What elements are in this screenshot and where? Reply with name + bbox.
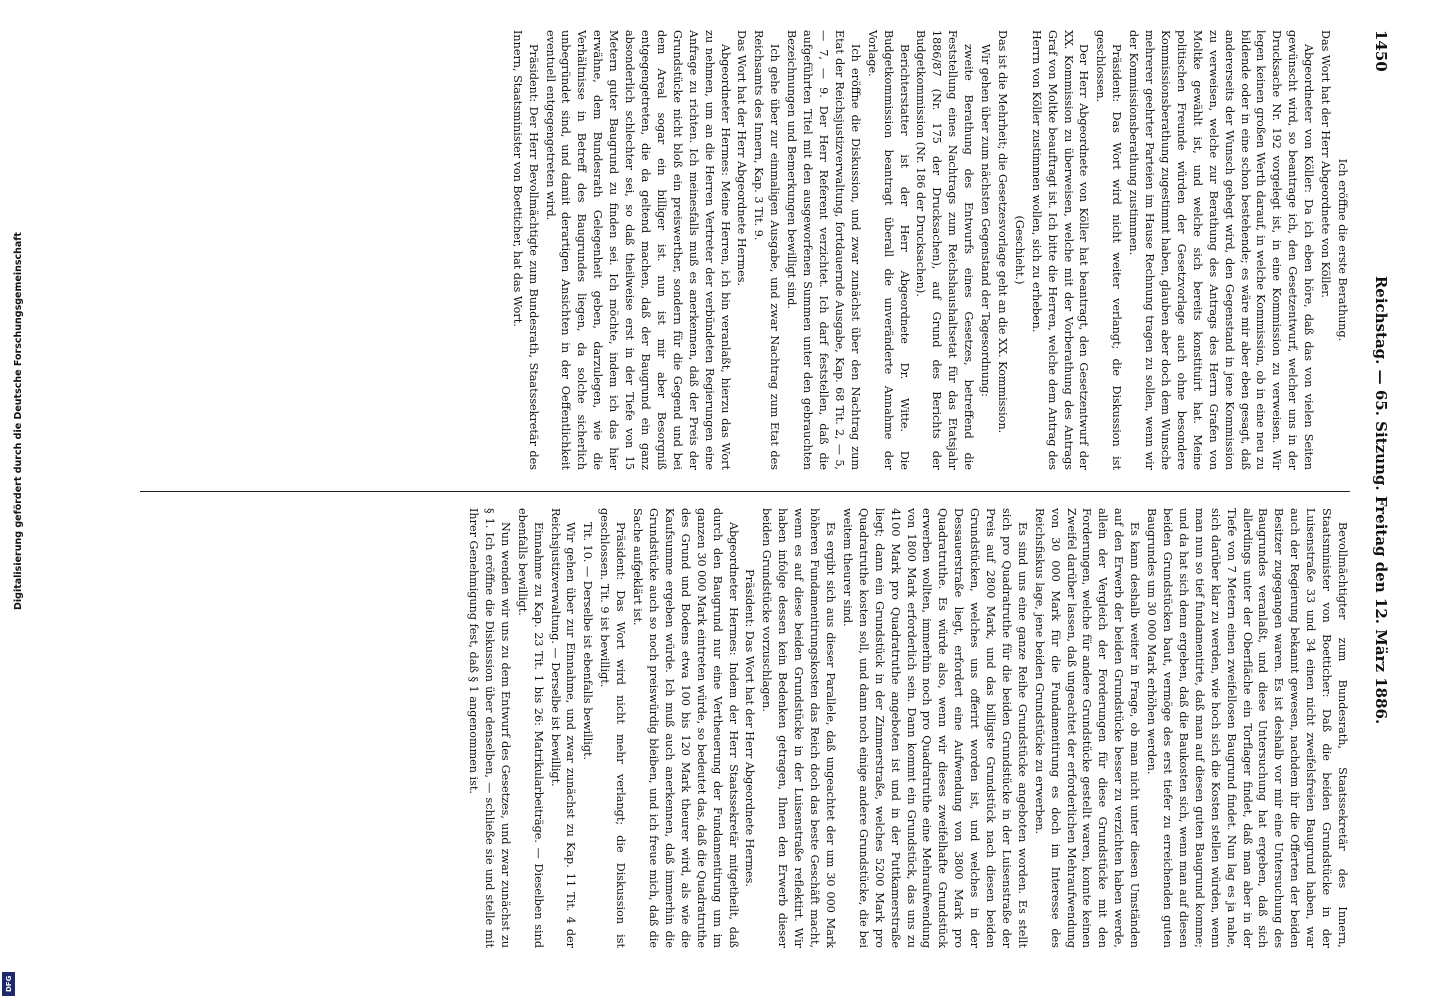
- page-header: [1366, 30, 1390, 970]
- column-divider: [140, 491, 1350, 492]
- left-column-paragraph: Präsident: Der Herr Bevollmächtigte zum Bundesrath, Staatssekretär des Innern, Staatsminister von Boetticher, hat das Wort.: [510, 30, 540, 470]
- right-column-paragraph: Es ergibt sich aus dieser Parallele, daß ungeachtet der um 30 000 Mark höheren Fundamentirungskosten das Reich doch das beste Geschäft macht, wenn es auf diese beiden Grundstücke in der Luisenstraße reflektirt. Wir haben infolge dessen kein Bedenken getragen, Ihnen den Erwerb dieser beiden Grundstücke vorzuschlagen.: [760, 508, 837, 948]
- left-column-paragraph: Der Herr Abgeordnete von Köller hat beantragt, den Gesetzentwurf der XX. Kommission zu überweisen, welche mit der Vorberathung des Antrags Graf von Moltke beauftragt ist. Ich bitte die Herren, welche dem Antrag des Herrn von Köller zustimmen wollen, sich zu erheben.: [1029, 30, 1091, 470]
- left-column-paragraph: zweite Berathung des Entwurfs eines Gesetzes, betreffend die Feststellung eines Nachtrags zum Reichshaushaltsetat für das Etatsjahr 1886/87 (Nr. 175 der Drucksachen), auf Grund des Berichts der Budgetkommission (Nr. 186 der Drucksachen).: [914, 30, 976, 470]
- right-column-paragraph: Präsident: Das Wort wird nicht mehr verlangt; die Diskussion ist geschlossen. Tit. 9 ist bewilligt.: [598, 508, 628, 948]
- left-column-paragraph: (Geschieht.): [1012, 215, 1026, 285]
- left-column: [150, 30, 1350, 470]
- left-column-paragraph: Ich eröffne die Diskussion, und zwar zunächst über den Nachtrag zum Etat der Reichsjustizverwaltung, fortdauernde Ausgabe, Kap. 68 Tit. 2, — 5, — 7, — 9. Der Herr Referent verzichtet. Ich darf feststellen, daß die aufgeführten Titel mit den ausgeworfenen Summen unter den gebrauchten Bezeichnungen und Bemerkungen bewilligt sind.: [785, 30, 862, 470]
- right-column-paragraph: Nun wenden wir uns zu dem Entwurf des Gesetzes, und zwar zunächst zu § 1. Ich eröffne die Diskussion über denselben, — schließe sie und stelle mit Ihrer Genehmigung fest, daß § 1 angenommen ist.: [467, 508, 512, 948]
- right-column-paragraph: Abgeordneter Hermes: Indem der Herr Staatssekretär mitgetheilt, daß durch den Baugrund nur eine Vertheuerung der Fundamentirung um im ganzen 30 000 Mark eintreten würde, so bedeutet das, daß die Quadratruthe des Grund und Bodens etwa 100 bis 120 Mark theurer wird, als wie die Kaufsumme ergeben würde. Ich muß auch anerkennen, daß immerhin die Grundstücke auch so noch preiswürdig bleiben, und ich freue mich, daß die Sache aufgeklärt ist.: [631, 508, 740, 948]
- left-column-paragraph: Abgeordneter von Köller: Da ich eben höre, daß das von vielen Seiten gewünscht wird, so beantrage ich, den Gesetzentwurf, welcher uns in der Drucksache Nr. 192 vorgelegt ist, in eine Kommission zu verweisen. Wir legen keinen großen Werth darauf, in welche Kommission, ob in eine neu zu bildende oder in eine schon bestehende; es wäre mir aber eben gesagt, daß andererseits der Wunsch gehegt wird, den Gegenstand in jene Kommission zu verweisen, welche zur Berathung des Antrags des Herrn Grafen von Moltke gewählt ist, und welche sich bereits konstituirt hat. Meine politischen Freunde würden der Gesetzvorlage auch ohne besondere Kommissionsberathung zugestimmt haben, glauben aber doch dem Wunsche mehrerer geehrter Parteien im Hause Rechnung tragen zu sollen, wenn wir der Kommissionsberathung zustimmen.: [1127, 30, 1316, 470]
- rotated-text-block: [120, 30, 1390, 970]
- right-column-paragraph: Einnahme zu Kap. 23 Tit. 1 bis 26: Matrikularbeiträge. — Dieselben sind ebenfalls bewilligt.: [515, 508, 545, 948]
- page-number: 1450: [1372, 30, 1390, 72]
- right-column-paragraph: Tit. 10. — Derselbe ist ebenfalls bewilligt.: [581, 522, 595, 761]
- digitization-strip: [0, 0, 24, 1000]
- left-column-paragraph: Präsident: Das Wort wird nicht weiter verlangt; die Diskussion ist geschlossen.: [1094, 30, 1124, 470]
- left-column-paragraph: Das Wort hat der Herr Abgeordnete von Köller.: [1319, 30, 1333, 298]
- left-column-paragraph: Abgeordneter Hermes: Meine Herren, ich bin veranlaßt, hierzu das Wort zu nehmen, um an die Herren Vertreter der verbündeten Regierungen eine Anfrage zu richten. Ich meinesfalls muß es anerkennen, daß der Preis der Grundstücke nicht bloß ein preiswerther, sondern für die Gegend und bei dem Areal sogar ein billiger ist. nun ist mir aber Besorgniß entgegengetreten, die da geltend machen, daß der Baugrund ein ganz absonderlich schlechter sei, so daß theilweise erst in der Tiefe von 15 Metern guter Baugrund zu finden sei. Ich möchte, indem ich das hier erwähne, dem Bundesrath Gelegenheit geben, darzulegen, wie die Verhältnisse in Betreff des Baugrundes liegen, da solche sicherlich unbegründet sind, und damit derartigen Ansichten in der Oeffentlichkeit eventuell entgegengetreten wird.: [543, 30, 732, 470]
- left-column-paragraph: Berichterstatter ist der Herr Abgeordnete Dr. Witte. Die Budgetkommission beantragt überall die unveränderte Annahme der Vorlage.: [865, 30, 911, 470]
- page-title: Reichstag. — 65. Sitzung. Freitag den 12. März 1886.: [1372, 275, 1390, 725]
- dfg-logo-text: DFG: [5, 975, 13, 992]
- dfg-logo: [2, 972, 15, 996]
- left-column-paragraph: Das Wort hat der Herr Abgeordnete Hermes.: [735, 30, 749, 287]
- right-column-paragraph: Wir gehen über zur Einnahme, und zwar zunächst zu Kap. 11 Tit. 4 der Reichsjustizverwaltung. — Derselbe ist bewilligt.: [548, 508, 578, 948]
- right-column-paragraph: Bevollmächtigter zum Bundesrath, Staatssekretär des Innern, Staatsminister von Boetticher: Daß die beiden Grundstücke in der Luisenstraße 33 und 34 einen nicht zweifelsfreien Baugrund haben, war auch der Regierung bekannt gewesen, nachdem ihr die Offerten der beiden Besitzer zugegangen waren. Es ist deshalb vor mir eine Untersuchung des Baugrundes veranlaßt, und diese Untersuchung hat ergeben, daß sich allerdings unter der Oberfläche ein Torflager findet, daß man aber in der Tiefe von 7 Metern einen zweifellosen Baugrund findet. Nun lag es ja nahe, sich darüber klar zu werden, wie hoch sich die Kosten stellen würden, wenn man nun so tief fundamentirte, daß man auf diesen guten Baugrund komme; und da hat sich denn ergeben, daß die Baukosten sich, wenn man auf diesen beiden Grundstücken baut, vermöge des erst tiefer zu erreichenden guten Baugrundes um 30 000 Mark erhöhen werden.: [1145, 508, 1349, 948]
- left-column-paragraph: Ich gehe über zur einmaligen Ausgabe, und zwar Nachtrag zum Etat des Reichsamts des Innern, Kap. 3 Tit. 9.: [752, 30, 782, 470]
- right-column: [150, 508, 1350, 948]
- right-column-paragraph: Präsident: Das Wort hat der Herr Abgeordnete Hermes.: [743, 569, 757, 887]
- right-column-paragraph: Es sind uns eine ganze Reihe Grundstücke angeboten worden. Es stellt sich pro Quadratruthe für die beiden Grundstücke in der Luisenstraße der Preis auf 2800 Mark, und das billigste Grundstück nach diesen beiden Grundstücken, welches uns offerirt worden ist, und welches in der Dessauerstraße liegt, erfordert eine Aufwendung von 3800 Mark pro Quadratruthe. Es würde also, wenn wir dieses zweifelhafte Grundstück erwerben wollten, immerhin noch pro Quadratruthe eine Mehraufwendung von 1800 Mark erforderlich sein. Dann kommt ein Grundstück, das uns zu 4100 Mark pro Quadratruthe angeboten ist und in der Puttkamerstraße liegt; dann ein Grundstück in der Zimmerstraße, welches 5200 Mark pro Quadratruthe kosten soll, und dann noch einige andere Grundstücke, die bei weitem theurer sind.: [840, 508, 1029, 948]
- left-column-paragraph: Wir gehen über zum nächsten Gegenstand der Tagesordnung:: [979, 44, 993, 397]
- digitization-note: Digitalisierung gefördert durch die Deutsche Forschungsgemeinschaft: [13, 232, 24, 610]
- left-column-paragraph: Ich eröffne die erste Berathung.: [1336, 158, 1349, 342]
- right-column-paragraph: Es kann deshalb weiter in Frage, ob man nicht unter diesen Umständen auf den Erwerb der beiden Grundstücke besser zu verzichten haben werde, allein der Vergleich der Forderungen für diese Grundstücke mit den Forderungen, welche für andere Grundstücke gestellt waren, konnte keinen Zweifel darüber lassen, daß ungeachtet der erforderlichen Mehraufwendung von 30 000 Mark für die Fundamentirung es doch im Interesse des Reichsfiskus lage, jene beiden Grundstücke zu erwerben.: [1032, 508, 1142, 948]
- left-column-paragraph: Das ist die Mehrheit; die Gesetzesvorlage geht an die XX. Kommission.: [995, 30, 1009, 434]
